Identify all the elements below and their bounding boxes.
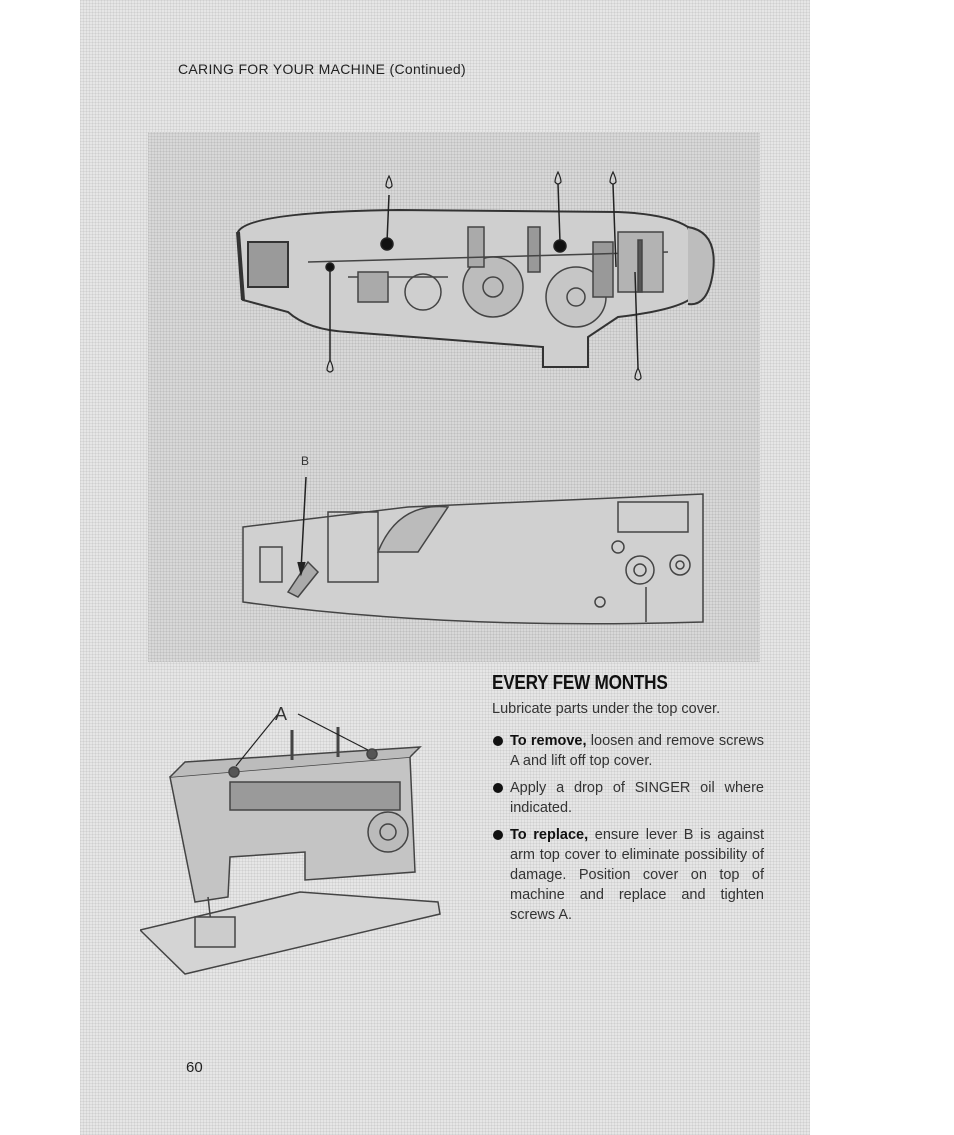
- step-text: Apply a drop of SINGER oil where indicated.: [510, 779, 764, 816]
- page-number: 60: [186, 1059, 203, 1076]
- bullet-dot-icon: [493, 830, 503, 840]
- step-remove: [492, 731, 764, 771]
- sewing-machine-drawing: [140, 702, 445, 980]
- bullet-dot-icon: [493, 736, 503, 746]
- step-oil: [492, 778, 764, 818]
- step-lead: To replace,: [510, 826, 589, 843]
- step-text: loosen and remove screws A and lift off top cover.: [510, 732, 765, 769]
- step-text: ensure lever B is against arm top cover to eliminate possibility of damage. Position cover on top of machine and replace and tighten screws A.: [510, 826, 765, 923]
- every-few-months-section: [492, 672, 764, 932]
- step-lead: To remove,: [510, 732, 587, 749]
- mechanism-drawing: [148, 132, 760, 662]
- page-header: CARING FOR YOUR MACHINE (Continued): [178, 61, 466, 77]
- bullet-dot-icon: [493, 783, 503, 793]
- section-intro: Lubricate parts under the top cover.: [492, 701, 721, 717]
- screws-a-label: A: [275, 704, 288, 724]
- step-replace: [492, 825, 764, 925]
- mechanism-figure: [148, 132, 760, 662]
- lever-b-label: B: [301, 454, 310, 468]
- section-title: EVERY FEW MONTHS: [492, 672, 668, 694]
- arm-top-cover: [243, 494, 703, 624]
- sewing-machine-figure: [140, 702, 445, 980]
